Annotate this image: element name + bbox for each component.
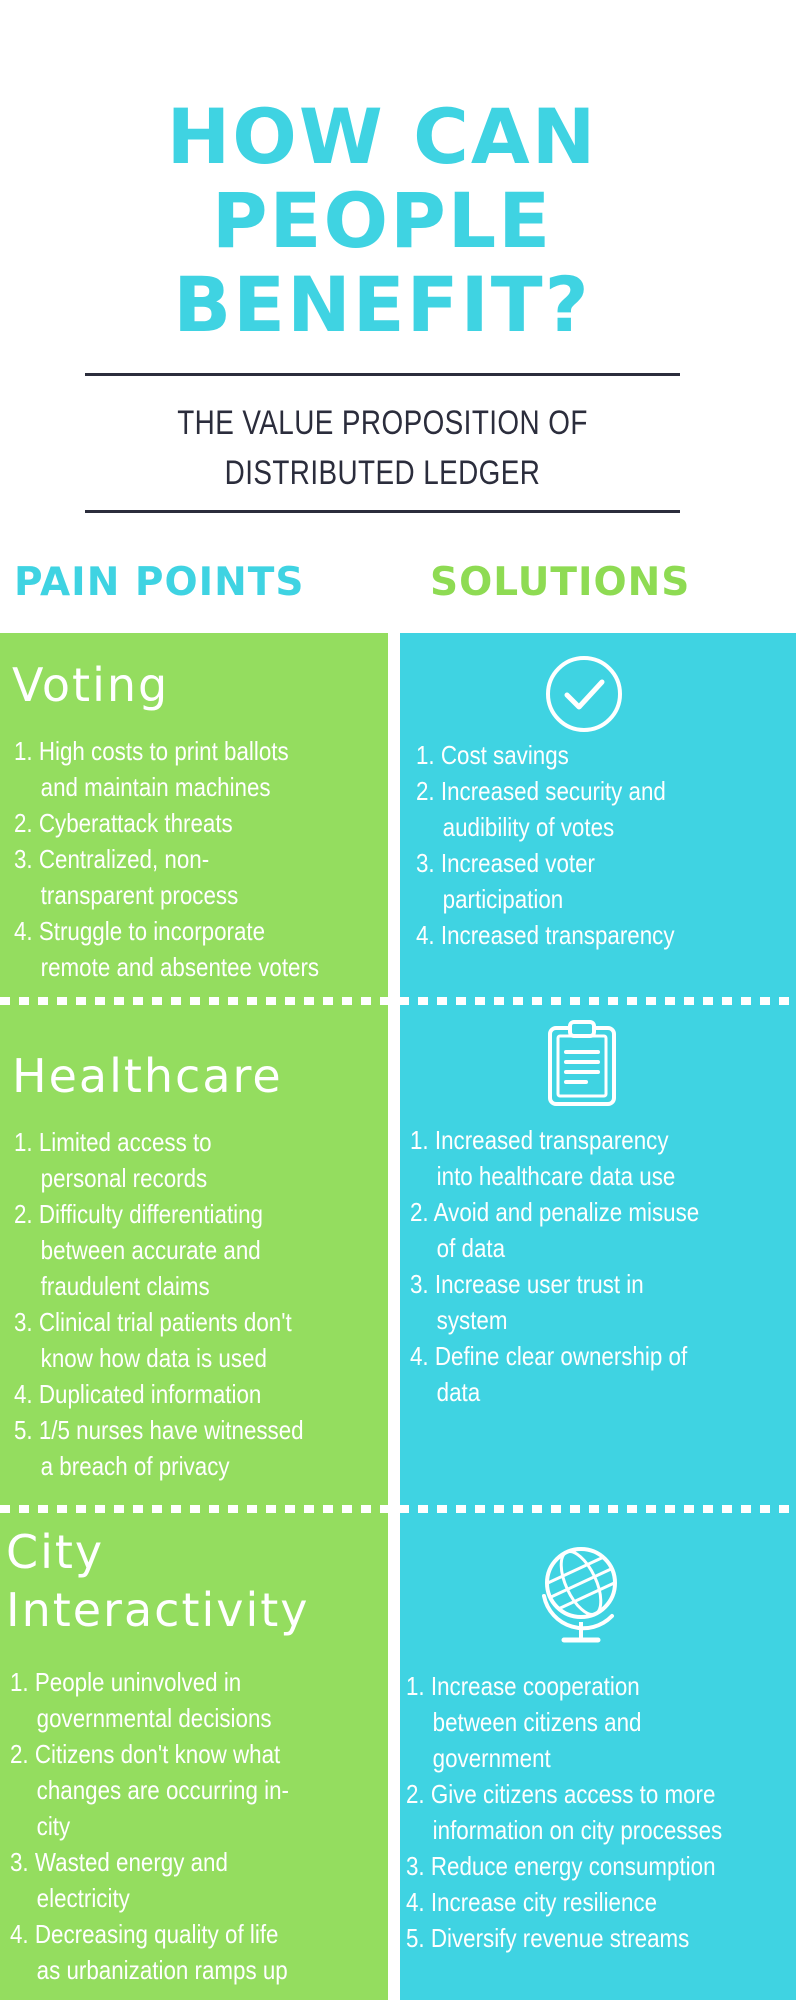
list-item: 3. Increase user trust in system bbox=[410, 1269, 644, 1335]
section-separator bbox=[0, 1505, 800, 1513]
list-item: 1. Limited access to personal records bbox=[14, 1127, 212, 1193]
list-item: 1. Cost savings bbox=[416, 740, 569, 770]
list-item: 3. Increased voter participation bbox=[416, 848, 595, 914]
voting-solutions-list bbox=[416, 737, 717, 953]
globe-icon bbox=[536, 1538, 626, 1663]
pain-points-heading: PAIN POINTS bbox=[14, 560, 305, 605]
divider-bottom bbox=[85, 510, 680, 513]
clipboard-icon bbox=[544, 1018, 620, 1113]
healthcare-pain-list bbox=[14, 1124, 351, 1484]
list-item: 3. Clinical trial patients don't know how data is used bbox=[14, 1307, 292, 1373]
section-separator bbox=[0, 997, 800, 1005]
voting-pain-list bbox=[14, 733, 369, 985]
section-title-line-2: Interactivity bbox=[6, 1583, 310, 1637]
list-item: 5. 1/5 nurses have witnessed a breach of privacy bbox=[14, 1415, 304, 1481]
section-title-line-1: City bbox=[6, 1525, 105, 1579]
list-item: 1. High costs to print ballots and maintain machines bbox=[14, 736, 289, 802]
city-solutions-list bbox=[406, 1668, 774, 1956]
list-item: 3. Wasted energy and electricity bbox=[10, 1847, 228, 1913]
list-item: 1. Increase cooperation between citizens and government bbox=[406, 1671, 642, 1773]
title-line-3: BENEFIT? bbox=[173, 260, 591, 349]
page-title bbox=[0, 92, 764, 349]
section-title-city-interactivity bbox=[6, 1523, 310, 1639]
city-pain-list bbox=[10, 1664, 334, 1988]
divider-top bbox=[85, 373, 680, 376]
solutions-heading: SOLUTIONS bbox=[430, 560, 691, 605]
list-item: 4. Increased transparency bbox=[416, 920, 675, 950]
list-item: 4. Decreasing quality of life as urbanization ramps up bbox=[10, 1919, 288, 1985]
section-title-voting: Voting bbox=[12, 658, 170, 712]
page-subtitle: THE VALUE PROPOSITION OF DISTRIBUTED LEDGER bbox=[177, 404, 588, 492]
list-item: 2. Difficulty differentiating between accurate and fraudulent claims bbox=[14, 1199, 263, 1301]
list-item: 2. Avoid and penalize misuse of data bbox=[410, 1197, 700, 1263]
list-item: 2. Cyberattack threats bbox=[14, 808, 233, 838]
list-item: 2. Increased security and audibility of votes bbox=[416, 776, 666, 842]
title-line-1: HOW CAN bbox=[166, 92, 598, 181]
list-item: 1. People uninvolved in governmental decisions bbox=[10, 1667, 272, 1733]
list-item: 1. Increased transparency into healthcare data use bbox=[410, 1125, 676, 1191]
list-item: 4. Duplicated information bbox=[14, 1379, 262, 1409]
checkmark-circle-icon bbox=[544, 654, 624, 739]
list-item: 2. Give citizens access to more information on city processes bbox=[406, 1779, 723, 1845]
title-line-2: PEOPLE bbox=[211, 176, 553, 265]
list-item: 4. Struggle to incorporate remote and absentee voters bbox=[14, 916, 320, 982]
healthcare-solutions-list bbox=[410, 1122, 746, 1410]
section-title-healthcare: Healthcare bbox=[12, 1049, 283, 1103]
list-item: 3. Centralized, non- transparent process bbox=[14, 844, 239, 910]
list-item: 4. Increase city resilience bbox=[406, 1887, 658, 1917]
list-item: 5. Diversify revenue streams bbox=[406, 1923, 690, 1953]
list-item: 2. Citizens don't know what changes are occurring in- city bbox=[10, 1739, 289, 1841]
list-item: 4. Define clear ownership of data bbox=[410, 1341, 688, 1407]
list-item: 3. Reduce energy consumption bbox=[406, 1851, 716, 1881]
